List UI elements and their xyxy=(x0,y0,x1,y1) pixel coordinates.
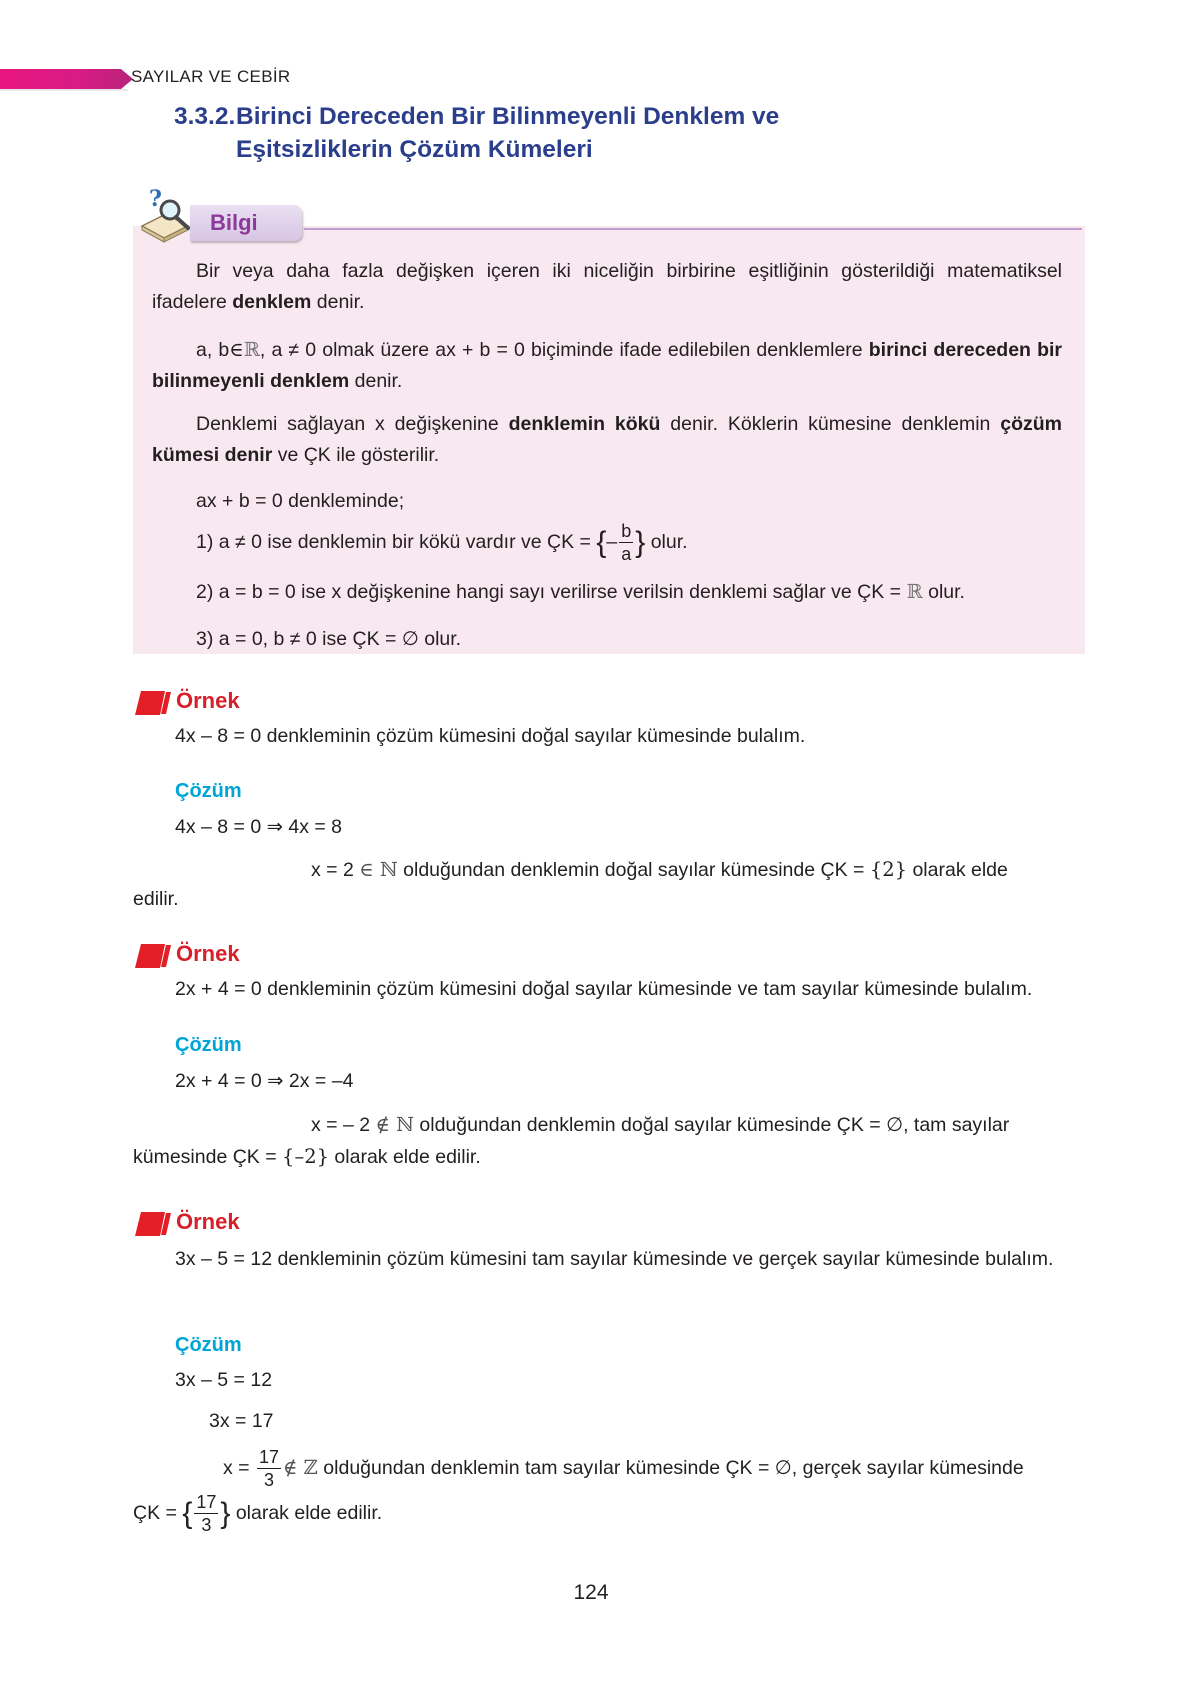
example-2-x-value: x = – 2 xyxy=(311,1114,376,1136)
info-p1-text: Bir veya daha fazla değişken içeren iki niceliğin birbirine eşitliğinin gösterildiği matematiksel ifadelere xyxy=(152,260,1062,313)
example-1-x-value: x = 2 xyxy=(311,859,360,881)
info-paragraph-4: ax + b = 0 denkleminde; xyxy=(196,490,405,512)
fraction-17-over-3 xyxy=(257,1448,281,1489)
set-brace-open: { xyxy=(596,525,607,559)
minus-sign: – xyxy=(606,531,618,553)
example-3-question xyxy=(133,1245,1085,1274)
info-p3-term-2: çözüm kümesi denir xyxy=(152,413,1062,466)
empty-set-symbol: ∅ xyxy=(886,1113,904,1136)
info-paragraph-3 xyxy=(152,409,1062,471)
example-1-explanation-end: olarak elde xyxy=(907,859,1008,881)
magnifier-question-book-icon xyxy=(136,186,200,246)
page-number: 124 xyxy=(573,1581,609,1604)
example-2-explanation-cont-end: olarak elde edilir. xyxy=(329,1146,481,1168)
example-3-conclusion: olarak elde edilir. xyxy=(230,1502,383,1524)
info-p3-term: denklemin kökü xyxy=(508,413,661,435)
example-3-step-2: 3x = 17 xyxy=(209,1410,274,1432)
example-1-label: Örnek xyxy=(176,688,240,713)
not-element-of-integers: ∉ ℤ xyxy=(283,1456,318,1479)
fraction-b-over-a xyxy=(619,522,633,563)
info-item-2 xyxy=(196,580,965,604)
example-2-solution-set: {–2} xyxy=(282,1145,330,1168)
example-1-explanation: olduğundan denklemin doğal sayılar kümesinde ÇK = xyxy=(397,859,870,881)
example-3-label: Örnek xyxy=(176,1209,240,1234)
info-item3-end: olur. xyxy=(418,628,462,650)
info-p2-end: denir. xyxy=(349,370,403,392)
info-item-3 xyxy=(196,627,461,651)
title-number: 3.3.2. xyxy=(174,103,236,130)
fraction-numerator: 17 xyxy=(196,1492,217,1513)
info-item2-text: 2) a = b = 0 ise x değişkenine hangi sayı verilirse verilsin denklemi sağlar ve ÇK = xyxy=(196,581,907,603)
red-parallelogram-icon xyxy=(133,1211,173,1237)
info-p2-term: birinci dereceden bir bilinmeyenli denklem xyxy=(152,339,1062,392)
info-p1-term: denklem xyxy=(232,291,312,313)
svg-text:?: ? xyxy=(149,186,162,212)
example-3-ck-label: ÇK = xyxy=(133,1502,183,1524)
real-numbers-symbol: ℝ xyxy=(906,580,923,603)
red-parallelogram-icon xyxy=(133,943,173,969)
example-1-explanation-cont: edilir. xyxy=(133,888,179,910)
example-3-step-4 xyxy=(133,1491,382,1535)
set-brace-open: { xyxy=(182,1496,193,1530)
example-3-explanation-end: , gerçek sayılar kümesinde xyxy=(791,1457,1024,1479)
empty-set-symbol: ∅ xyxy=(774,1456,792,1479)
example-1-step-2 xyxy=(133,855,1085,914)
info-p3-text-2: denir. Köklerin kümesine denklemin xyxy=(660,413,1001,435)
info-paragraph-2 xyxy=(152,334,1062,397)
title-line-1: Birinci Dereceden Bir Bilinmeyenli Denklem ve xyxy=(236,103,780,130)
example-2-label: Örnek xyxy=(176,941,240,966)
fraction-17-over-3 xyxy=(194,1493,218,1534)
example-2-step-2 xyxy=(133,1109,1085,1173)
example-2-solution-label: Çözüm xyxy=(175,1034,242,1056)
info-item1-end: olur. xyxy=(645,531,688,553)
info-divider xyxy=(304,228,1082,230)
info-item-1 xyxy=(196,522,688,563)
example-1-solution-label: Çözüm xyxy=(175,780,242,802)
example-1-solution-set: {2} xyxy=(869,858,908,881)
fraction-numerator: b xyxy=(621,521,632,542)
fraction-numerator: 17 xyxy=(258,1447,280,1468)
example-3-solution-label: Çözüm xyxy=(175,1334,242,1356)
info-p3-end: ve ÇK ile gösterilir. xyxy=(272,444,440,466)
fraction-denominator: 3 xyxy=(263,1470,274,1491)
info-item2-end: olur. xyxy=(922,581,965,603)
empty-set-symbol: ∅ xyxy=(401,627,419,650)
example-1-question: 4x – 8 = 0 denkleminin çözüm kümesini doğal sayılar kümesinde bulalım. xyxy=(175,725,806,747)
set-brace-close: } xyxy=(635,525,646,559)
set-brace-close: } xyxy=(220,1496,231,1530)
element-of-symbol: ∈ xyxy=(229,338,244,361)
example-3-step-1: 3x – 5 = 12 xyxy=(175,1369,273,1391)
header-accent-bar xyxy=(0,69,133,89)
example-2-explanation-end: , tam sayılar xyxy=(903,1114,1010,1136)
info-paragraph-1 xyxy=(152,256,1062,318)
example-2-explanation: olduğundan denklemin doğal sayılar kümesinde ÇK = xyxy=(413,1114,887,1136)
example-3-step-3 xyxy=(223,1446,1024,1490)
example-3-explanation: olduğundan denklemin tam sayılar kümesinde ÇK = xyxy=(317,1457,775,1479)
info-p2-text: a, b xyxy=(196,339,230,361)
fraction-denominator: 3 xyxy=(201,1515,212,1536)
example-3-x-equals: x = xyxy=(223,1457,255,1479)
info-item1-text: 1) a ≠ 0 ise denklemin bir kökü vardır ve ÇK = xyxy=(196,531,597,553)
title-line-2: Eşitsizliklerin Çözüm Kümeleri xyxy=(236,136,593,163)
not-element-of-naturals: ∉ ℕ xyxy=(375,1113,414,1136)
section-title: SAYILAR VE CEBİR xyxy=(131,67,291,86)
info-label: Bilgi xyxy=(210,210,258,235)
example-2-explanation-cont: kümesinde ÇK = xyxy=(133,1146,283,1168)
info-p2-text-2: , a ≠ 0 olmak üzere ax + b = 0 biçiminde ifade edilebilen denklemlere xyxy=(259,339,869,361)
example-2-step-1: 2x + 4 = 0 ⇒ 2x = –4 xyxy=(175,1070,354,1092)
page-title xyxy=(174,100,779,166)
info-p3-text: Denklemi sağlayan x değişkenine xyxy=(196,413,509,435)
fraction-denominator: a xyxy=(621,544,632,565)
real-numbers-symbol: ℝ xyxy=(243,338,260,361)
info-item3-text: 3) a = 0, b ≠ 0 ise ÇK = xyxy=(196,628,402,650)
example-3-question-text: 3x – 5 = 12 denkleminin çözüm kümesini tam sayılar kümesinde ve gerçek sayılar kümesinde bulalım. xyxy=(175,1248,1054,1270)
header-accent-shadow xyxy=(0,89,128,91)
info-p1-end: denir. xyxy=(311,291,365,313)
red-parallelogram-icon xyxy=(133,690,173,716)
element-of-naturals: ∈ ℕ xyxy=(359,858,398,881)
example-1-step-1: 4x – 8 = 0 ⇒ 4x = 8 xyxy=(175,816,343,838)
example-2-question: 2x + 4 = 0 denkleminin çözüm kümesini doğal sayılar kümesinde ve tam sayılar kümesinde bulalım. xyxy=(175,978,1033,1000)
